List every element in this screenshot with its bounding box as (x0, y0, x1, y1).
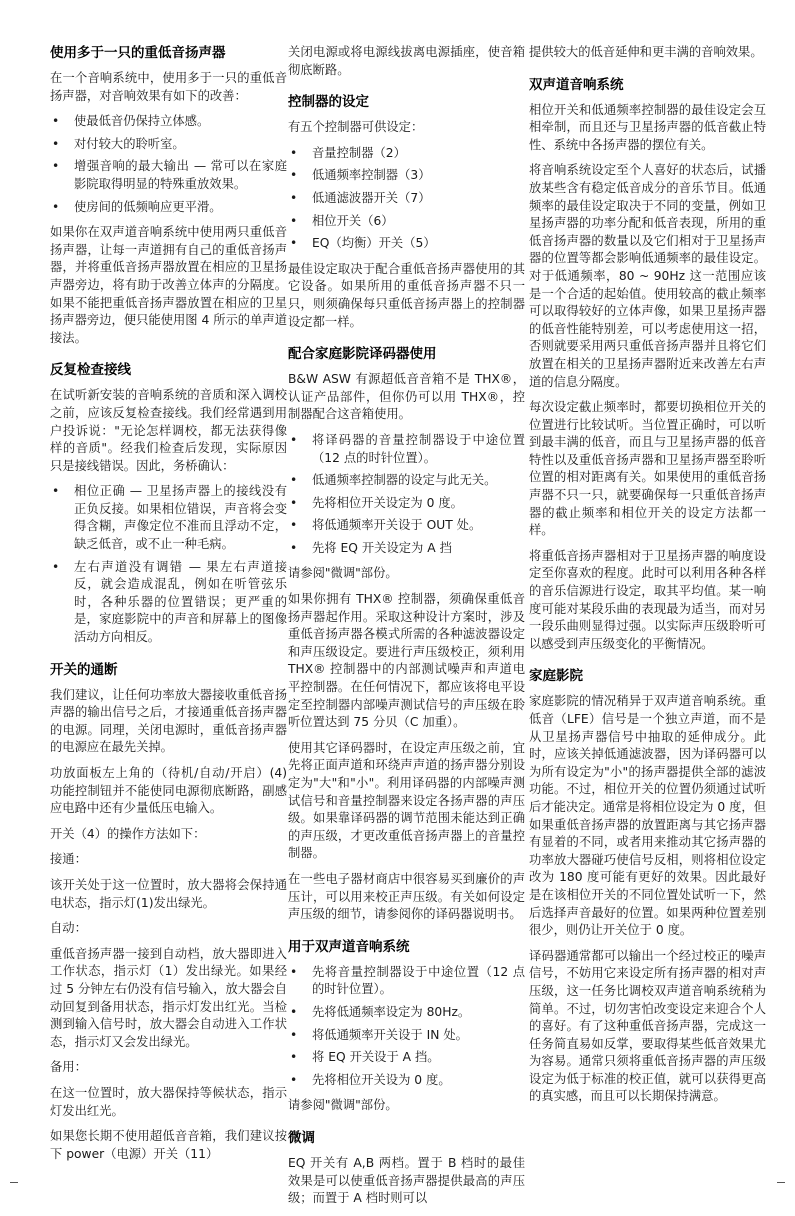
list-item: • 低通滤波器开关（7） (288, 190, 525, 208)
paragraph: 我们建议，让任何功率放大器接收重低音扬声器的输出信号之后，才接通重低音扬声器的电源。同理，关闭电源时，重低音扬声器的电源应在最先关掉。 (50, 687, 287, 755)
paragraph: 家庭影院的情况稍异于双声道音响系统。重低音（LFE）信号是一个独立声道，而不是从卫星扬声器信号中抽取的延伸成分。此时，应该关掉低通滤波器，因为译码器可以为所有设定为"小"的扬声器提供全部的滤波功能。不过，相位开关的位置仍须通过试听后才能决定。通常是将相位设定为 0 度，但如果重低音扬声器的放置距离与其它扬声器有显着的不同，或者用来推动其它扬声器的功率放大器碰巧使信号反相，则将相位设定改为 180 度可能有更好的效果。因此最好是在该相位开关的不同位置处试听一下，然后选择声音最好的位置。如果两种位置差别很少，则仍让开关位于 0 度。 (529, 694, 766, 938)
bullet-list (50, 113, 287, 216)
paragraph: 在这一位置时，放大器保持等候状态，指示灯发出红光。 (50, 1085, 287, 1118)
paragraph: 将音响系统设定至个人喜好的状态后，试播放某些含有稳定低音成分的音乐节目。低通频率的最佳设定取决于不同的变量，例如卫星扬声器的功率分配和低音表现，所用的重低音扬声器的数量以及它们相对于卫星扬声器的位置等都会影响低通频率的最佳设定。对于低通频率，80 ~ 90Hz 这一范围应该是一个合适的起始值。使用较高的截止频率可以取得较好的立体声像，如果卫星扬声器的低音性能特别差，可以考虑使用这一招，否则就要采用两只重低音扬声器并且将它们放置在相关的卫星扬声器附近来改善左右声道的信息分隔度。 (529, 163, 766, 389)
paragraph: 每次设定截止频率时，都要切换相位开关的位置进行比较试听。当位置正确时，可以听到最丰满的低音，而且与卫星扬声器的低音特性以及重低音扬声器和卫星扬声器至聆听位置的相对距离有关。如果使用的重低音扬声器不只一只，就要确保每一只重低音扬声器的截止频率和相位开关的设定方法都一样。 (529, 400, 766, 538)
list-item: • 先将相位开关设定为 0 度。 (288, 495, 525, 513)
paragraph: 功放面板左上角的（待机/自动/开启）(4) 功能控制钮并不能使同电源彻底断路，副感应电路中还有少量低压电输入。 (50, 766, 287, 816)
list-item: • 使最低音仍保持立体感。 (50, 113, 287, 131)
list-item: • 将低通频率开关设于 OUT 处。 (288, 517, 525, 535)
bullet-list (288, 964, 525, 1090)
heading-power-switching: 开关的通断 (50, 661, 118, 678)
paragraph: 使用其它译码器时，在设定声压级之前，宜先将正面声道和环绕声声道的扬声器分别设定为"大"和"小"。利用译码器的内部噪声测试信号和音量控制器来设定各扬声器的声压级。如果靠译码器的调节范围未能达到正确的声压级，才更改重低音扬声器上的音量控制器。 (288, 740, 525, 861)
paragraph: 如果你拥有 THX® 控制器，须确保重低音扬声器起作用。采取这种设计方案时，涉及重低音扬声器各模式所需的各种滤波器设定和声压级设定。要进行声压级校正，须利用 THX® 控制器中的内部测试噪声和声道电平控制器。在任何情况下，都应该将电平设定至控制器内部噪声测试信号的声压级在聆听位置达到 75 分贝（C 加重）。 (288, 592, 525, 730)
list-item: • 增强音响的最大输出 — 常可以在家庭影院取得明显的特殊重放效果。 (50, 158, 287, 193)
paragraph: B&W ASW 有源超低音音箱不是 THX®，认证产品部件，但你仍可以用 THX®，控制器配合这音箱使用。 (288, 372, 525, 422)
paragraph: 在一个音响系统中，使用多于一只的重低音扬声器，对音响效果有如下的改善： (50, 71, 287, 103)
column-1 (50, 44, 287, 1171)
paragraph: 备用： (50, 1060, 87, 1075)
list-item: • 低通频率控制器（3） (288, 167, 525, 185)
paragraph: 最佳设定取决于配合重低音扬声器使用的其它设备。如果所用的重低音扬声器不只一只，则须确保每只重低音扬声器上的控制器设定都一样。 (288, 261, 525, 329)
paragraph: 开关（4）的操作方法如下： (50, 826, 206, 841)
heading-check-wiring: 反复检查接线 (50, 362, 131, 379)
paragraph: 如果您长期不使用超低音音箱，我们建议按下 power（电源）开关（11） (50, 1129, 287, 1161)
list-item: • 先将音量控制器设于中途位置（12 点的时针位置）。 (288, 964, 525, 999)
bullet-list (288, 145, 525, 253)
paragraph: EQ 开关有 A,B 两档。置于 B 档时的最佳效果是可以使重低音扬声器提供最高的声压级；而置于 A 档时则可以 (288, 1155, 525, 1206)
paragraph: 自动： (50, 921, 87, 936)
crop-mark (777, 1182, 785, 1183)
paragraph: 请参阅"微调"部份。 (288, 566, 398, 581)
list-item: • 使房间的低频响应更平滑。 (50, 199, 287, 217)
list-item: • 音量控制器（2） (288, 145, 525, 163)
list-item: • 低通频率控制器的设定与此无关。 (288, 472, 525, 490)
bullet-list (288, 432, 525, 558)
list-item: • EQ（均衡）开关（5） (288, 235, 525, 253)
list-item: • 相位开关（6） (288, 213, 525, 231)
list-item: • 先将相位开关设为 0 度。 (288, 1072, 525, 1090)
paragraph: 关闭电源或将电源线拔离电源插座，使音箱彻底断路。 (288, 45, 525, 77)
heading-fine-tuning: 微调 (288, 1129, 315, 1146)
list-item: • 先将低通频率设定为 80Hz。 (288, 1004, 525, 1022)
paragraph: 在试听新安装的音响系统的音质和深入调校之前，应该反复检查接线。我们经常遇到用户投诉说："无论怎样调校，都无法获得像样的音质"。经我们检查后发现，实际原因只是接线错误。因此，务桥确认： (50, 388, 287, 473)
heading-two-channel-system: 双声道音响系统 (529, 76, 624, 93)
column-3 (529, 44, 766, 1114)
paragraph: 相位开关和低通频率控制器的最佳设定会互相牵制，而且还与卫星扬声器的低音截止特性、系统中各扬声器的摆位有关。 (529, 102, 766, 152)
heading-multiple-subwoofers: 使用多于一只的重低音扬声器 (50, 45, 226, 61)
heading-home-theater-decoder: 配合家庭影院译码器使用 (288, 346, 437, 363)
crop-mark (10, 1182, 18, 1183)
paragraph: 接通： (50, 852, 87, 867)
paragraph: 重低音扬声器一接到自动档，放大器即进入工作状态，指示灯（1）发出绿光。如果经过 5 分钟左右仍没有信号输入，放大器会自动回复到备用状态，指示灯发出红光。当检测到输入信号时，放大器会自动进入工作状态，指示灯又会发出绿光。 (50, 946, 287, 1049)
list-item: • 对付较大的聆听室。 (50, 136, 287, 154)
paragraph: 请参阅"微调"部份。 (288, 1098, 398, 1113)
column-2 (288, 44, 525, 1216)
list-item: • 将 EQ 开关设于 A 挡。 (288, 1049, 525, 1067)
paragraph: 如果你在双声道音响系统中使用两只重低音扬声器，让每一声道拥有自己的重低音扬声器，并将重低音扬声器放置在相应的卫星扬声器旁边，将有助于改善立体声的分隔度。如果不能把重低音扬声器放置在相应的卫星扬声器旁边，便只能使用图 4 所示的单声道接法。 (50, 225, 287, 345)
paragraph: 译码器通常都可以输出一个经过校正的噪声信号，不妨用它来设定所有扬声器的相对声压级，这一任务比调校双声道音响系统稍为简单。不过，切勿害怕改变设定来迎合个人的喜好。有了这种重低音扬声器，完成这一任务简直易如反掌，要取得某些低音效果尤为容易。通常只须将重低音扬声器的声压级设定为低于标准的校正值，就可以获得更高的真实感，而且可以长期保持满意。 (529, 948, 766, 1104)
heading-control-settings: 控制器的设定 (288, 94, 369, 111)
list-item: • 将译码器的音量控制器设于中途位置（12 点的时针位置）。 (288, 432, 525, 467)
heading-home-theater: 家庭影院 (529, 668, 583, 685)
paragraph: 在一些电子器材商店中很容易买到廉价的声压计，可以用来校正声压级。有关如何设定声压级的细节，请参阅你的译码器说明书。 (288, 871, 525, 922)
heading-two-channel-use: 用于双声道音响系统 (288, 938, 410, 955)
list-item: • 左右声道没有调错 — 果左右声道接反，就会造成混乱，例如在听管弦乐时，各种乐器的位置错误；更严重的是，家庭影院中的声音和屏幕上的图像活动方向相反。 (50, 559, 287, 647)
bullet-list (50, 483, 287, 646)
paragraph: 提供较大的低音延伸和更丰满的音响效果。 (529, 45, 763, 59)
list-item: • 将低通频率开关设于 IN 处。 (288, 1027, 525, 1045)
paragraph: 该开关处于这一位置时，放大器将会保持通电状态，指示灯(1)发出绿光。 (50, 877, 287, 910)
list-item: • 先将 EQ 开关设定为 A 挡 (288, 540, 525, 558)
paragraph: 有五个控制器可供设定： (288, 120, 424, 135)
paragraph: 将重低音扬声器相对于卫星扬声器的响度设定至你喜欢的程度。此时可以利用各种各样的音乐信源进行设定，取其平均值。某一响度可能对某段乐曲的表现最为适当，而对另一段乐曲则显得过强。以实际声压级聆听可以感受到声压级变化的平衡情况。 (529, 548, 766, 651)
list-item: • 相位正确 — 卫星扬声器上的接线没有正负反接。如果相位错误，声音将会变得含糊，声像定位不准而且浮动不定，缺乏低音，或不止一种毛病。 (50, 483, 287, 553)
